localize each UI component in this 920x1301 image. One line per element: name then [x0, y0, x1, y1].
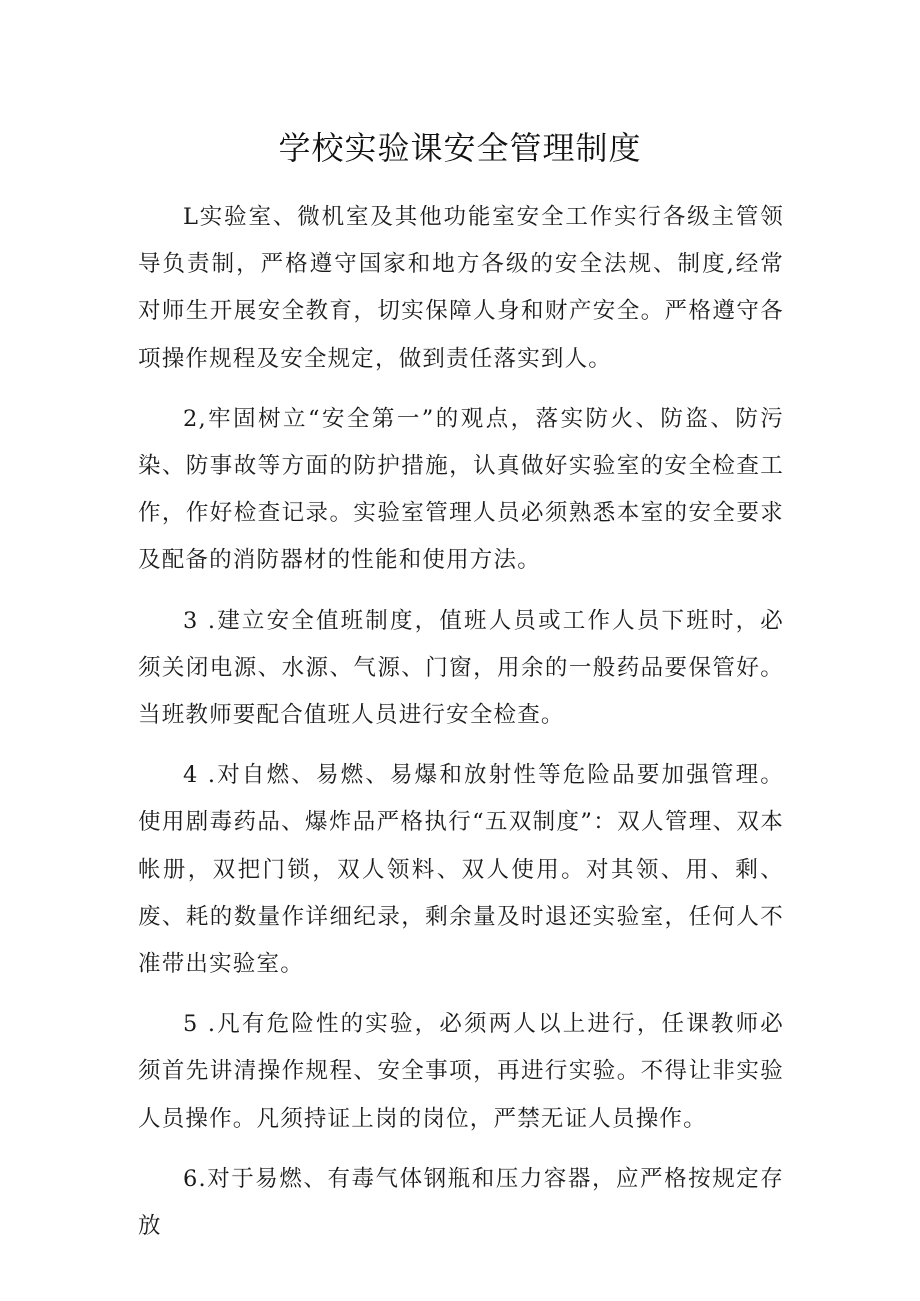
- paragraph-1: L实验室、微机室及其他功能室安全工作实行各级主管领导负责制，严格遵守国家和地方各级的安全法规、制度,经常对师生开展安全教育，切实保障人身和财产安全。严格遵守各项操作规程及安全规定，做到责任落实到人。: [138, 204, 784, 372]
- paragraph-5: 5 .凡有危险性的实验，必须两人以上进行，任课教师必须首先讲清操作规程、安全事项，再进行实验。不得让非实验人员操作。凡须持证上岗的岗位，严禁无证人员操作。: [138, 1011, 784, 1132]
- paragraph-2: 2,牢固树立“安全第一”的观点，落实防火、防盗、防污染、防事故等方面的防护措施，认真做好实验室的安全检查工作，作好检查记录。实验室管理人员必须熟悉本室的安全要求及配备的消防器材的性能和使用方法。: [138, 405, 784, 574]
- paragraph-4: 4 .对自燃、易燃、易爆和放射性等危险品要加强管理。使用剧毒药品、爆炸品严格执行“五双制度”：双人管理、双本帐册，双把门锁，双人领料、双人使用。对其领、用、剩、废、耗的数量作详细纪录，剩余量及时退还实验室，任何人不准带出实验室。: [138, 762, 784, 978]
- document-title: 学校实验课安全管理制度: [278, 129, 642, 167]
- document-body: [138, 194, 784, 1263]
- paragraph-6: 6.对于易燃、有毒气体钢瓶和压力容器，应严格按规定存放: [138, 1165, 784, 1240]
- paragraph-3: 3 .建立安全值班制度，值班人员或工作人员下班时，必须关闭电源、水源、气源、门窗，用余的一般药品要保管好。当班教师要配合值班人员进行安全检查。: [138, 607, 784, 729]
